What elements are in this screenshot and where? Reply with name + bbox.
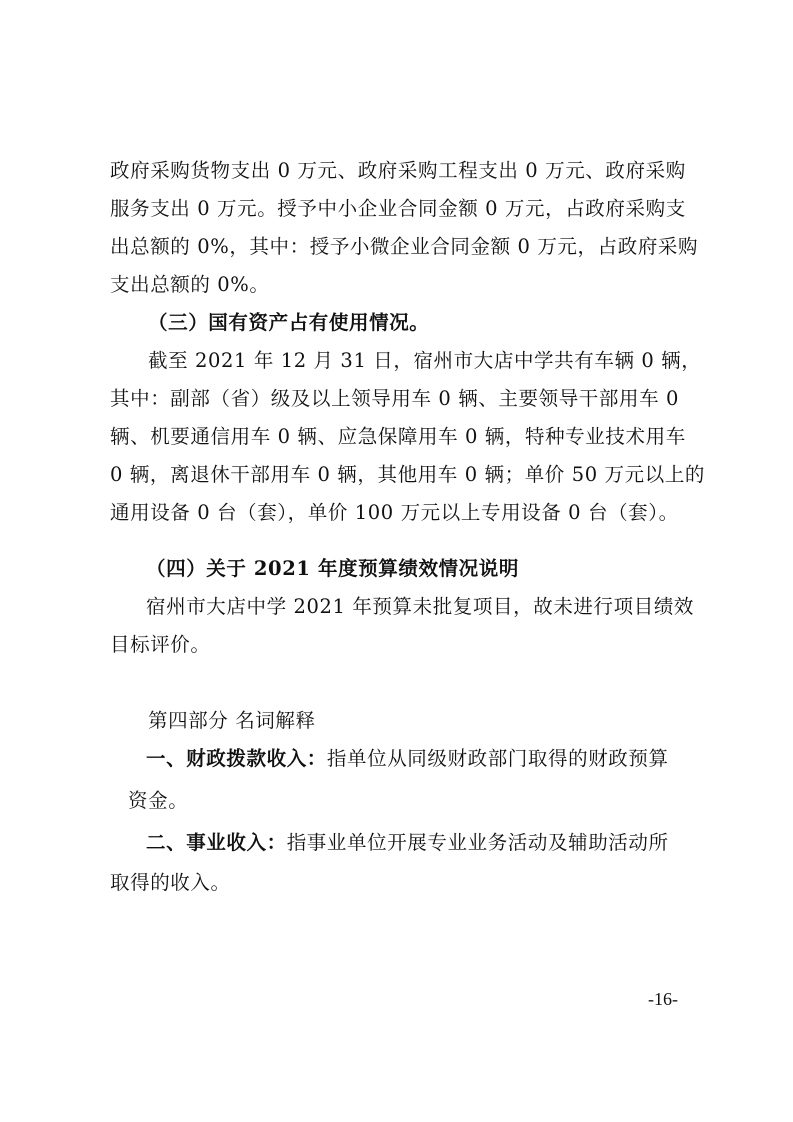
assets-line-2: 其中：副部（省）级及以上领导用车 0 辆、主要领导干部用车 0 bbox=[110, 387, 680, 410]
assets-line-1: 截至 2021 年 12 月 31 日，宿州市大店中学共有车辆 0 辆， bbox=[148, 349, 702, 372]
assets-line-3: 辆、机要通信用车 0 辆、应急保障用车 0 辆，特种专业技术用车 bbox=[110, 425, 686, 448]
term2-label: 二、事业收入： bbox=[146, 831, 287, 854]
term2-line bbox=[146, 829, 726, 857]
part4-heading: 第四部分 名词解释 bbox=[148, 709, 316, 732]
performance-heading: （四）关于 2021 年度预算绩效情况说明 bbox=[146, 557, 519, 580]
procurement-line-2: 服务支出 0 万元。授予中小企业合同金额 0 万元，占政府采购支 bbox=[110, 197, 686, 220]
assets-line-5: 通用设备 0 台（套），单价 100 万元以上专用设备 0 台（套）。 bbox=[110, 501, 679, 524]
term1-continuation: 资金。 bbox=[128, 789, 189, 812]
procurement-line-4: 支出总额的 0%。 bbox=[110, 273, 270, 296]
assets-line-4: 0 辆，离退休干部用车 0 辆，其他用车 0 辆；单价 50 万元以上的 bbox=[110, 463, 706, 486]
term1-text: 指单位从同级财政部门取得的财政预算 bbox=[326, 747, 669, 770]
assets-heading: （三）国有资产占有使用情况。 bbox=[148, 311, 430, 334]
term2-text: 指事业单位开展专业业务活动及辅助活动所 bbox=[286, 831, 669, 854]
procurement-line-1: 政府采购货物支出 0 万元、政府采购工程支出 0 万元、政府采购 bbox=[110, 159, 686, 182]
term1-line bbox=[146, 745, 726, 773]
performance-line-2: 目标评价。 bbox=[110, 633, 211, 656]
page-number: -16- bbox=[648, 989, 678, 1009]
term2-continuation: 取得的收入。 bbox=[110, 871, 231, 894]
performance-line-1: 宿州市大店中学 2021 年预算未批复项目，故未进行项目绩效 bbox=[146, 595, 695, 618]
term1-label: 一、财政拨款收入： bbox=[146, 747, 327, 770]
procurement-line-3: 出总额的 0%，其中：授予小微企业合同金额 0 万元，占政府采购 bbox=[110, 235, 699, 258]
